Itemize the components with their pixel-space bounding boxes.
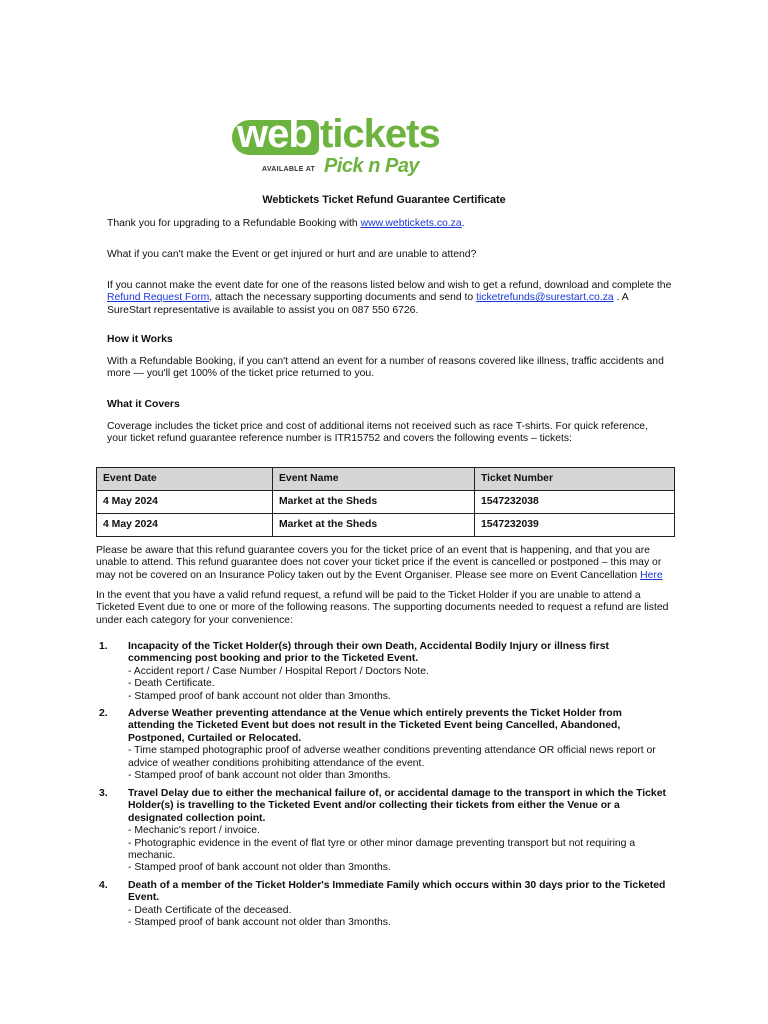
table-row [97, 514, 675, 537]
reason-title: Incapacity of the Ticket Holder(s) through their own Death, Accidental Bodily Injury or illness first commencing post booking and prior to the Ticketed Event. [128, 641, 609, 665]
email-link[interactable]: ticketrefunds@surestart.co.za [476, 292, 614, 304]
webtickets-link[interactable]: www.webtickets.co.za [360, 218, 462, 229]
intro-text: Thank you for upgrading to a Refundable Booking with [107, 218, 361, 229]
page-title: Webtickets Ticket Refund Guarantee Certificate [262, 194, 506, 206]
event-cancellation-link[interactable]: Here [640, 569, 663, 581]
reason-doc: - Stamped proof of bank account not older than 3months. [128, 770, 391, 782]
header-event-name: Event Name [273, 468, 475, 491]
header-event-date: Event Date [97, 468, 273, 491]
reason-doc: - Stamped proof of bank account not older than 3months. [128, 862, 391, 874]
how-it-works-heading: How it Works [107, 334, 173, 345]
how-it-works-text: With a Refundable Booking, if you can't attend an event for a number of reasons covered like illness, traffic accidents and more — you'll get 100% of the ticket price returned to you. [107, 356, 664, 380]
logo-web-text: web [237, 112, 312, 156]
aware-paragraph [96, 545, 676, 582]
header-ticket-number: Ticket Number [475, 468, 675, 491]
event-name-cell: Market at the Sheds [273, 491, 475, 514]
ticket-number-cell: 1547232039 [475, 514, 675, 537]
event-name-cell: Market at the Sheds [273, 514, 475, 537]
reason-title: Death of a member of the Ticket Holder's Immediate Family which occurs within 30 days prior to the Ticketed Event. [128, 880, 666, 904]
logo-available-at: AVAILABLE AT [262, 166, 316, 173]
ticket-table [96, 467, 675, 537]
refund-form-link[interactable]: Refund Request Form [107, 292, 210, 304]
reason-doc: - Death Certificate of the deceased. [128, 904, 292, 916]
what-it-covers-text: Coverage includes the ticket price and cost of additional items not received such as race T-shirts. For quick reference, your ticket refund guarantee reference number is ITR15752 and covers the following events – tickets: [107, 421, 648, 445]
list-number: 3. [99, 788, 108, 799]
what-it-covers-heading: What it Covers [107, 399, 180, 410]
table-row [97, 491, 675, 514]
reason-doc: - Death Certificate. [128, 678, 215, 690]
reason-doc: - Stamped proof of bank account not older than 3months. [128, 917, 391, 929]
webtickets-logo [232, 112, 440, 178]
refund-text-1: If you cannot make the event date for one of the reasons listed below and wish to get a refund, download and complete the [107, 280, 672, 291]
refund-text-2: , attach the necessary supporting documents and send to [209, 292, 477, 304]
reason-title: Travel Delay due to either the mechanical failure of, or accidental damage to the transport in which the Ticket Holder(s) is travelling to the Ticketed Event and/or collecting their tickets from either the Venue or a designated collection point. [128, 788, 666, 824]
list-number: 2. [99, 708, 108, 719]
intro-end: . [461, 218, 465, 229]
aware-text: Please be aware that this refund guarantee covers you for the ticket price of an event that is happening, and that you are unable to attend. This refund guarantee does not cover your ticket price if the event is cancelled or postponed – this may or may not be covered on an Insurance Policy taken out by the Event Organiser. Please see more on Event Cancellation [96, 545, 662, 581]
logo-partner: Pick n Pay [324, 155, 420, 177]
list-number: 4. [99, 880, 108, 891]
reason-doc: - Photographic evidence in the event of flat tyre or other minor damage preventing transport but not requiring a mechanic. [128, 837, 636, 862]
logo-tickets-text: tickets [320, 112, 440, 156]
intro-paragraph [107, 218, 667, 230]
event-date-cell: 4 May 2024 [97, 491, 273, 514]
question-paragraph: What if you can't make the Event or get injured or hurt and are unable to attend? [107, 249, 477, 260]
event-date-cell: 4 May 2024 [97, 514, 273, 537]
reason-doc: - Time stamped photographic proof of adverse weather conditions preventing attendance OR official news report or advice of weather conditions prohibiting attendance of the event. [128, 745, 656, 769]
refund-text-3: . A SureStart representative is available to assist you on 087 550 6726. [107, 292, 629, 316]
reason-doc: - Mechanic's report / invoice. [128, 825, 260, 837]
table-header-row [97, 468, 675, 491]
reason-doc: - Accident report / Case Number / Hospital Report / Doctors Note. [128, 665, 429, 677]
list-number: 1. [99, 641, 108, 652]
refund-paragraph [107, 280, 672, 317]
ticket-number-cell: 1547232038 [475, 491, 675, 514]
reason-doc: - Stamped proof of bank account not older than 3months. [128, 690, 391, 702]
reason-title: Adverse Weather preventing attendance at the Venue which entirely prevents the Ticket Holder from attending the Ticketed Event but does not result in the Ticketed Event being Cancelled, Abandoned, Postponed, Curtailed or Relocated. [128, 708, 622, 744]
valid-request-paragraph: In the event that you have a valid refund request, a refund will be paid to the Ticket Holder if you are unable to attend a Ticketed Event due to one or more of the following reasons. The supporting documents needed to request a refund are listed under each category for your convenience: [96, 590, 669, 626]
